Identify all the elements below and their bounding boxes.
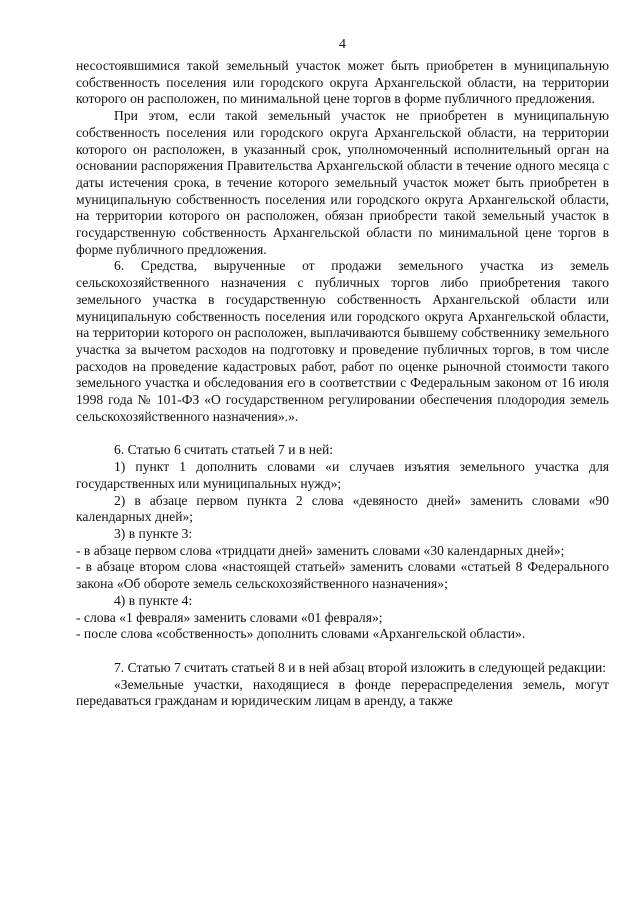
paragraph-gap <box>76 425 609 442</box>
paragraph-purchase-condition: При этом, если такой земельный участок не приобретен в муниципальную собственность поселения или городского округа Архангельской области, на территории которого он расположен, в указанный срок, уполномоченный исполнительный орган на основании распоряжения Правительства Архангельской области в течение одного месяца с даты истечения срока, в течение которого земельный участок может быть приобретен в муниципальную собственность поселения или городского округа Архангельской области, на территории которого он расположен, обязан приобрести такой земельный участок в государственную собственность Архангельской области по минимальной цене торгов в форме публичного предложения. <box>76 108 609 257</box>
document-page <box>76 36 609 710</box>
list-item-point-4: 4) в пункте 4: <box>114 592 193 608</box>
paragraph-article-6: 6. Статью 6 считать статьей 7 и в ней: <box>114 442 334 458</box>
list-item-point-2: 2) в абзаце первом пункта 2 слова «девяносто дней» заменить словами «90 календарных дней»; <box>76 492 609 525</box>
paragraph-article-7: 7. Статью 7 считать статьей 8 и в ней абзац второй изложить в следующей редакции: <box>114 659 607 675</box>
list-item-point-1: 1) пункт 1 дополнить словами «и случаев изъятия земельного участка для государственных или муниципальных нужд»; <box>76 459 609 491</box>
list-subitem-point-4-first: - слова «1 февраля» заменить словами «01 февраля»; <box>76 609 383 625</box>
list-item-point-3: 3) в пункте 3: <box>114 525 193 541</box>
list-subitem-point-3-second: - в абзаце втором слова «настоящей статьей» заменить словами «статьей 8 Федерального закона «Об обороте земель сельскохозяйственного назначения»; <box>76 559 609 592</box>
paragraph-gap <box>76 643 609 660</box>
paragraph-continuation: несостоявшимися такой земельный участок может быть приобретен в муниципальную собственность поселения или городского округа Архангельской области, на территории которого он расположен, по минимальной цене торгов в форме публичного предложения. <box>76 58 609 107</box>
list-subitem-point-3-first: - в абзаце первом слова «тридцати дней» заменить словами «30 календарных дней»; <box>76 542 565 558</box>
page-number: 4 <box>339 37 346 52</box>
paragraph-clause-6-funds: 6. Средства, вырученные от продажи земельного участка из земель сельскохозяйственного назначения с публичных торгов либо приобретения такого земельного участка в государственную собственность Архангельской области или муниципальную собственность поселения или городского округа Архангельской области, на территории которого он расположен, выплачиваются бывшему собственнику земельного участка за вычетом расходов на подготовку и проведение публичных торгов, в том числе расходов на проведение кадастровых работ, работ по оценке рыночной стоимости такого земельного участка и обследования его в соответствии с Федеральным законом от 16 июля 1998 года № 101-ФЗ «О государственном регулировании обеспечения плодородия земель сельскохозяйственного назначения».». <box>76 258 609 424</box>
paragraph-quoted-text: «Земельные участки, находящиеся в фонде перераспределения земель, могут передаваться гражданам и юридическим лицам в аренду, а также <box>76 676 609 709</box>
list-subitem-point-4-second: - после слова «собственность» дополнить словами «Архангельской области». <box>76 626 526 642</box>
